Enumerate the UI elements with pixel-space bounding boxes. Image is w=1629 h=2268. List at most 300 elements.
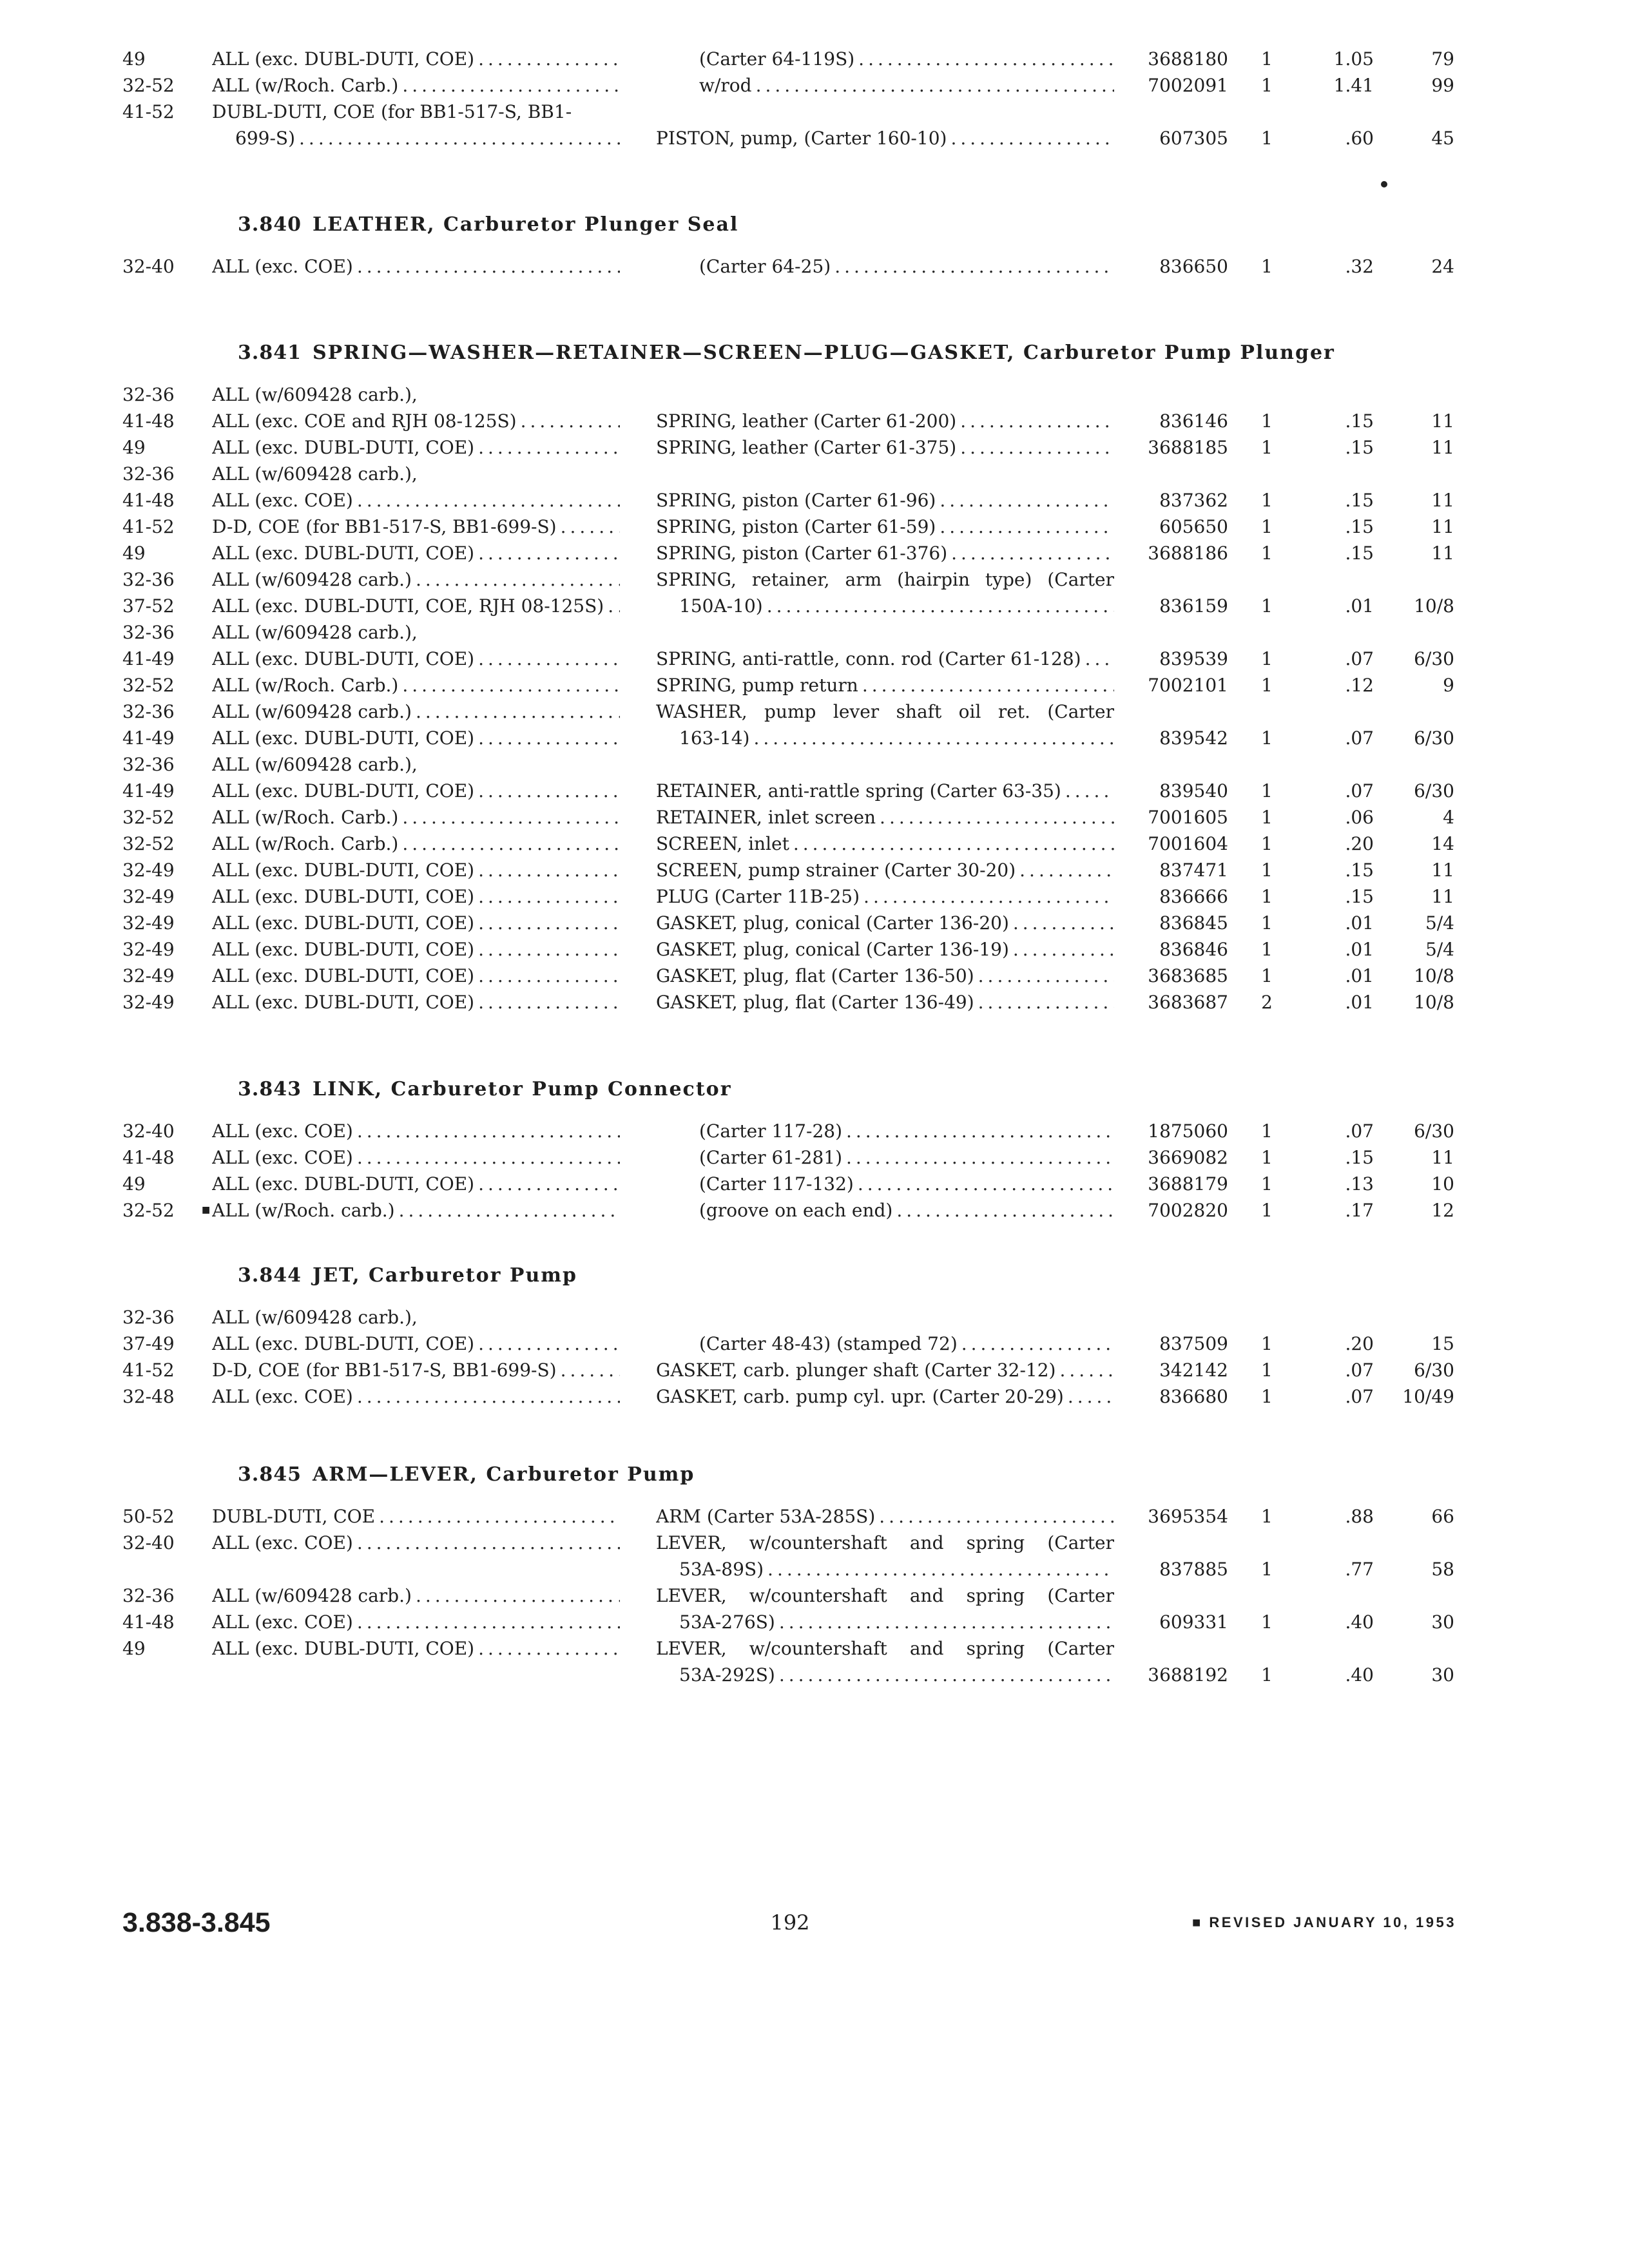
section-range: 3.838-3.845 — [122, 1907, 271, 1938]
description-text: 163-14) — [679, 727, 750, 749]
dot-leader — [557, 1357, 620, 1383]
list-price: .15 — [1345, 410, 1374, 432]
dot-leader — [947, 125, 1114, 151]
catalog-section — [0, 1461, 1629, 1688]
description — [656, 540, 1114, 566]
dot-leader — [353, 1118, 620, 1144]
application-text: ALL (exc. COE) — [212, 1386, 353, 1407]
year-range: 32-52 — [122, 807, 175, 828]
parts-row — [0, 1357, 1629, 1383]
year-range: 32-52 — [122, 675, 175, 696]
quantity: 1 — [1261, 912, 1273, 934]
application — [212, 619, 620, 646]
dot-leader — [956, 408, 1114, 434]
application — [212, 883, 620, 910]
year-range: 32-36 — [122, 701, 175, 722]
description-text: SPRING, piston (Carter 61-376) — [656, 543, 948, 564]
section-heading — [0, 1076, 1629, 1102]
description — [656, 566, 1114, 593]
part-number: 837509 — [1159, 1333, 1228, 1354]
section-number: 3.845 — [238, 1463, 302, 1486]
parts-row — [0, 593, 1629, 619]
description-text: SPRING, leather (Carter 61-375) — [656, 437, 957, 458]
package-quantity: 5/4 — [1425, 912, 1454, 934]
description-text: SPRING, piston (Carter 61-59) — [656, 516, 936, 537]
application-text: DUBL-DUTI, COE (for BB1-517-S, BB1- — [212, 101, 572, 122]
quantity: 1 — [1261, 516, 1273, 537]
dot-leader — [557, 514, 620, 540]
dot-leader — [875, 1503, 1114, 1530]
application — [212, 514, 620, 540]
dot-leader — [1081, 646, 1114, 672]
list-price: .15 — [1345, 490, 1374, 511]
dot-leader — [474, 1171, 620, 1197]
description-text: LEVER, w/countershaft and spring (Carter — [656, 1585, 1114, 1606]
application — [212, 593, 620, 619]
section-heading — [0, 1461, 1629, 1488]
dot-leader — [474, 540, 620, 566]
year-range: 32-49 — [122, 965, 175, 986]
dot-leader — [412, 1582, 620, 1609]
package-quantity: 5/4 — [1425, 939, 1454, 960]
part-number: 605650 — [1159, 516, 1228, 537]
application — [212, 72, 620, 99]
dot-leader — [1009, 936, 1114, 963]
description-text: GASKET, plug, flat (Carter 136-50) — [656, 965, 974, 986]
description-text: ARM (Carter 53A-285S) — [656, 1506, 876, 1527]
year-range: 49 — [122, 437, 146, 458]
dot-leader — [775, 1609, 1114, 1635]
description-text: SCREEN, inlet — [656, 833, 789, 854]
description — [699, 72, 1114, 99]
package-quantity: 79 — [1431, 48, 1454, 70]
dot-leader — [353, 253, 620, 280]
parts-row — [0, 253, 1629, 280]
dot-leader — [474, 1635, 620, 1662]
application — [212, 1197, 620, 1224]
application — [212, 831, 620, 857]
dot-leader — [412, 698, 620, 725]
section-number: 3.840 — [238, 213, 302, 236]
catalog-section — [0, 211, 1629, 280]
package-quantity: 15 — [1431, 1333, 1454, 1354]
page-number: 192 — [770, 1910, 810, 1935]
application-text: ALL (exc. COE) — [212, 1532, 353, 1553]
parts-row — [0, 125, 1629, 151]
package-quantity: 10/8 — [1414, 992, 1454, 1013]
year-range: 41-48 — [122, 1611, 175, 1633]
list-price: .01 — [1345, 939, 1374, 960]
application — [212, 540, 620, 566]
description — [656, 963, 1114, 989]
description — [656, 434, 1114, 461]
list-price: .07 — [1345, 648, 1374, 669]
description — [679, 593, 1114, 619]
dot-leader — [353, 487, 620, 514]
list-price: 1.05 — [1333, 48, 1374, 70]
application — [212, 725, 620, 751]
quantity: 1 — [1261, 437, 1273, 458]
year-range: 32-40 — [122, 1120, 175, 1142]
description — [656, 1383, 1114, 1410]
description-text: GASKET, plug, conical (Carter 136-20) — [656, 912, 1009, 934]
package-quantity: 66 — [1431, 1506, 1454, 1527]
application — [212, 963, 620, 989]
part-number: 836846 — [1159, 939, 1228, 960]
year-range: 32-49 — [122, 939, 175, 960]
dot-leader — [876, 804, 1114, 831]
dot-leader — [375, 1503, 620, 1530]
application — [212, 1609, 620, 1635]
quantity: 1 — [1261, 1173, 1273, 1195]
description-text: RETAINER, anti-rattle spring (Carter 63-35) — [656, 780, 1061, 802]
parts-row — [0, 672, 1629, 698]
dot-leader — [958, 1331, 1114, 1357]
package-quantity: 30 — [1431, 1664, 1454, 1686]
application — [212, 698, 620, 725]
parts-row — [0, 566, 1629, 593]
package-quantity: 6/30 — [1414, 648, 1454, 669]
year-range: 41-48 — [122, 410, 175, 432]
list-price: .20 — [1345, 1333, 1374, 1354]
dot-leader — [398, 672, 620, 698]
application-text: ALL (exc. DUBL-DUTI, COE) — [212, 912, 475, 934]
year-range: 32-36 — [122, 754, 175, 775]
quantity: 1 — [1261, 75, 1273, 96]
application-text: ALL (exc. DUBL-DUTI, COE) — [212, 780, 475, 802]
application — [212, 751, 620, 778]
package-quantity: 6/30 — [1414, 1360, 1454, 1381]
description — [699, 1118, 1114, 1144]
quantity: 1 — [1261, 1360, 1273, 1381]
package-quantity: 11 — [1431, 543, 1454, 564]
description-text: RETAINER, inlet screen — [656, 807, 876, 828]
dot-leader — [474, 434, 620, 461]
dot-leader — [1016, 857, 1114, 883]
application-text: ALL (w/609428 carb.) — [212, 569, 412, 590]
application-text: ALL (w/609428 carb.) — [212, 1585, 412, 1606]
quantity: 1 — [1261, 886, 1273, 907]
dot-leader — [474, 883, 620, 910]
year-range: 41-48 — [122, 1147, 175, 1168]
application-text: ALL (w/609428 carb.), — [212, 463, 418, 485]
quantity: 1 — [1261, 1386, 1273, 1407]
description — [656, 804, 1114, 831]
dot-leader — [854, 46, 1114, 72]
description — [656, 1357, 1114, 1383]
description — [699, 1331, 1114, 1357]
parts-row — [0, 434, 1629, 461]
dot-leader — [1055, 1357, 1114, 1383]
description — [679, 725, 1114, 751]
year-range: 50-52 — [122, 1506, 175, 1527]
part-number: 607305 — [1159, 128, 1228, 149]
part-number: 7002091 — [1148, 75, 1228, 96]
dot-leader — [1009, 910, 1114, 936]
list-price: .01 — [1345, 595, 1374, 617]
scan-dot-mark — [1381, 181, 1387, 187]
part-number: 3695354 — [1148, 1506, 1228, 1527]
description — [679, 1556, 1114, 1582]
application-text: ALL (exc. DUBL-DUTI, COE) — [212, 437, 475, 458]
parts-row — [0, 1582, 1629, 1609]
dot-leader — [752, 72, 1114, 99]
application — [212, 566, 620, 593]
description — [656, 778, 1114, 804]
dot-leader — [395, 1197, 620, 1224]
application — [235, 125, 620, 151]
package-quantity: 11 — [1431, 490, 1454, 511]
application — [212, 1331, 620, 1357]
part-number: 3683685 — [1148, 965, 1228, 986]
package-quantity: 12 — [1431, 1200, 1454, 1221]
year-range: 32-49 — [122, 886, 175, 907]
year-range: 32-52 — [122, 833, 175, 854]
quantity: 1 — [1261, 48, 1273, 70]
year-range: 49 — [122, 543, 146, 564]
parts-row — [0, 514, 1629, 540]
application-text: ALL (exc. DUBL-DUTI, COE) — [212, 886, 475, 907]
list-price: .20 — [1345, 833, 1374, 854]
part-number: 836650 — [1159, 256, 1228, 277]
parts-row — [0, 1662, 1629, 1688]
application-text: ALL (exc. DUBL-DUTI, COE) — [212, 992, 475, 1013]
year-range: 32-36 — [122, 622, 175, 643]
list-price: .15 — [1345, 437, 1374, 458]
application — [212, 857, 620, 883]
description-text: (Carter 61-281) — [699, 1147, 842, 1168]
description-text: 53A-89S) — [679, 1559, 764, 1580]
revision-marker: ■ — [202, 1205, 211, 1215]
description-text: 53A-292S) — [679, 1664, 775, 1686]
description-text: SPRING, anti-rattle, conn. rod (Carter 61-128) — [656, 648, 1081, 669]
section-number: 3.844 — [238, 1264, 302, 1287]
application-text: ALL (exc. DUBL-DUTI, COE) — [212, 648, 475, 669]
part-number: 1875060 — [1148, 1120, 1228, 1142]
part-number: 3688185 — [1148, 437, 1228, 458]
year-range: 49 — [122, 1173, 146, 1195]
quantity: 1 — [1261, 939, 1273, 960]
description-text: PLUG (Carter 11B-25) — [656, 886, 860, 907]
parts-row — [0, 1530, 1629, 1556]
application — [212, 910, 620, 936]
dot-leader — [764, 1556, 1114, 1582]
description-text: WASHER, pump lever shaft oil ret. (Carter — [656, 701, 1114, 722]
list-price: .01 — [1345, 912, 1374, 934]
list-price: .06 — [1345, 807, 1374, 828]
application — [212, 46, 620, 72]
package-quantity: 11 — [1431, 886, 1454, 907]
parts-row — [0, 1635, 1629, 1662]
year-range: 32-52 — [122, 1200, 175, 1221]
package-quantity: 10/8 — [1414, 965, 1454, 986]
application — [212, 461, 620, 487]
quantity: 1 — [1261, 490, 1273, 511]
dot-leader — [936, 487, 1114, 514]
dot-leader — [858, 672, 1114, 698]
section-number: 3.841 — [238, 341, 302, 364]
list-price: .40 — [1345, 1611, 1374, 1633]
package-quantity: 6/30 — [1414, 727, 1454, 749]
quantity: 1 — [1261, 1333, 1273, 1354]
package-quantity: 10 — [1431, 1173, 1454, 1195]
list-price: .07 — [1345, 1386, 1374, 1407]
dot-leader — [789, 831, 1114, 857]
description — [656, 125, 1114, 151]
application-text: ALL (exc. COE) — [212, 256, 353, 277]
application-text: ALL (exc. DUBL-DUTI, COE) — [212, 939, 475, 960]
parts-row — [0, 831, 1629, 857]
application-text: ALL (w/609428 carb.), — [212, 384, 418, 405]
list-price: .15 — [1345, 543, 1374, 564]
list-price: .77 — [1345, 1559, 1374, 1580]
parts-row — [0, 698, 1629, 725]
part-number: 3688186 — [1148, 543, 1228, 564]
quantity: 1 — [1261, 1120, 1273, 1142]
quantity: 1 — [1261, 1559, 1273, 1580]
section-heading — [0, 1262, 1629, 1289]
part-number: 839539 — [1159, 648, 1228, 669]
parts-row — [0, 646, 1629, 672]
quantity: 1 — [1261, 675, 1273, 696]
part-number: 837362 — [1159, 490, 1228, 511]
description — [656, 936, 1114, 963]
year-range: 32-36 — [122, 463, 175, 485]
description-text: SPRING, retainer, arm (hairpin type) (Carter — [656, 569, 1114, 590]
package-quantity: 11 — [1431, 410, 1454, 432]
part-number: 3688179 — [1148, 1173, 1228, 1195]
quantity: 1 — [1261, 410, 1273, 432]
package-quantity: 30 — [1431, 1611, 1454, 1633]
application-text: D-D, COE (for BB1-517-S, BB1-699-S) — [212, 1360, 557, 1381]
application-text: ALL (exc. DUBL-DUTI, COE) — [212, 965, 475, 986]
dot-leader — [947, 540, 1114, 566]
list-price: .07 — [1345, 780, 1374, 802]
quantity: 1 — [1261, 780, 1273, 802]
catalog-section — [0, 1076, 1629, 1224]
dot-leader — [936, 514, 1114, 540]
section-heading — [0, 211, 1629, 238]
description — [656, 698, 1114, 725]
parts-row — [0, 857, 1629, 883]
application-text: ALL (exc. DUBL-DUTI, COE) — [212, 1638, 475, 1659]
application — [212, 646, 620, 672]
description — [656, 910, 1114, 936]
description-text: LEVER, w/countershaft and spring (Carter — [656, 1532, 1114, 1553]
description — [656, 646, 1114, 672]
year-range: 32-40 — [122, 1532, 175, 1553]
description — [656, 1635, 1114, 1662]
parts-row — [0, 1383, 1629, 1410]
application — [212, 1503, 620, 1530]
parts-row — [0, 989, 1629, 1015]
application — [212, 408, 620, 434]
description — [679, 1609, 1114, 1635]
dot-leader — [775, 1662, 1114, 1688]
quantity: 1 — [1261, 128, 1273, 149]
dot-leader — [474, 1331, 620, 1357]
part-number: 7001604 — [1148, 833, 1228, 854]
part-number: 3669082 — [1148, 1147, 1228, 1168]
catalog-section — [0, 46, 1629, 151]
dot-leader — [974, 989, 1114, 1015]
quantity: 1 — [1261, 256, 1273, 277]
part-number: 342142 — [1159, 1360, 1228, 1381]
revision-date: ■ REVISED JANUARY 10, 1953 — [1192, 1914, 1456, 1930]
list-price: .15 — [1345, 516, 1374, 537]
description — [699, 1171, 1114, 1197]
dot-leader — [474, 646, 620, 672]
application-text: ALL (exc. COE) — [212, 1611, 353, 1633]
description-text: GASKET, carb. pump cyl. upr. (Carter 20-29) — [656, 1386, 1064, 1407]
application-text: ALL (w/Roch. Carb.) — [212, 807, 399, 828]
dot-leader — [604, 593, 620, 619]
year-range: 41-49 — [122, 727, 175, 749]
part-number: 7002101 — [1148, 675, 1228, 696]
parts-row — [0, 540, 1629, 566]
package-quantity: 24 — [1431, 256, 1454, 277]
description — [656, 989, 1114, 1015]
parts-row — [0, 1556, 1629, 1582]
application-text: ALL (w/Roch. carb.) — [212, 1200, 395, 1221]
quantity: 1 — [1261, 1506, 1273, 1527]
dot-leader — [1061, 778, 1114, 804]
description-text: (Carter 64-25) — [699, 256, 831, 277]
list-price: .32 — [1345, 256, 1374, 277]
description-text: GASKET, plug, conical (Carter 136-19) — [656, 939, 1009, 960]
dot-leader — [474, 857, 620, 883]
list-price: .07 — [1345, 727, 1374, 749]
application-text: 699-S) — [235, 128, 296, 149]
description-text: GASKET, carb. plunger shaft (Carter 32-12) — [656, 1360, 1056, 1381]
dot-leader — [749, 725, 1114, 751]
year-range: 32-49 — [122, 992, 175, 1013]
quantity: 1 — [1261, 543, 1273, 564]
parts-row — [0, 751, 1629, 778]
year-range: 41-48 — [122, 490, 175, 511]
year-range: 32-49 — [122, 912, 175, 934]
year-range: 41-49 — [122, 780, 175, 802]
dot-leader — [474, 989, 620, 1015]
description — [699, 1197, 1114, 1224]
dot-leader — [398, 72, 620, 99]
parts-row — [0, 804, 1629, 831]
dot-leader — [956, 434, 1114, 461]
catalog-section — [0, 340, 1629, 1015]
part-number: 836680 — [1159, 1386, 1228, 1407]
year-range: 37-49 — [122, 1333, 175, 1354]
section-title: SPRING—WASHER—RETAINER—SCREEN—PLUG—GASKET, Carburetor Pump Plunger — [313, 341, 1335, 364]
parts-row — [0, 936, 1629, 963]
application-text: ALL (w/609428 carb.), — [212, 622, 418, 643]
dot-leader — [763, 593, 1114, 619]
parts-row — [0, 1609, 1629, 1635]
description — [656, 831, 1114, 857]
description — [656, 883, 1114, 910]
parts-row — [0, 910, 1629, 936]
parts-row — [0, 72, 1629, 99]
application-text: ALL (exc. DUBL-DUTI, COE) — [212, 1173, 475, 1195]
part-number: 837471 — [1159, 860, 1228, 881]
year-range: 32-36 — [122, 569, 175, 590]
application — [212, 434, 620, 461]
package-quantity: 4 — [1443, 807, 1454, 828]
list-price: .17 — [1345, 1200, 1374, 1221]
part-number: 609331 — [1159, 1611, 1228, 1633]
list-price: .13 — [1345, 1173, 1374, 1195]
dot-leader — [353, 1383, 620, 1410]
application-text: ALL (w/Roch. Carb.) — [212, 833, 399, 854]
